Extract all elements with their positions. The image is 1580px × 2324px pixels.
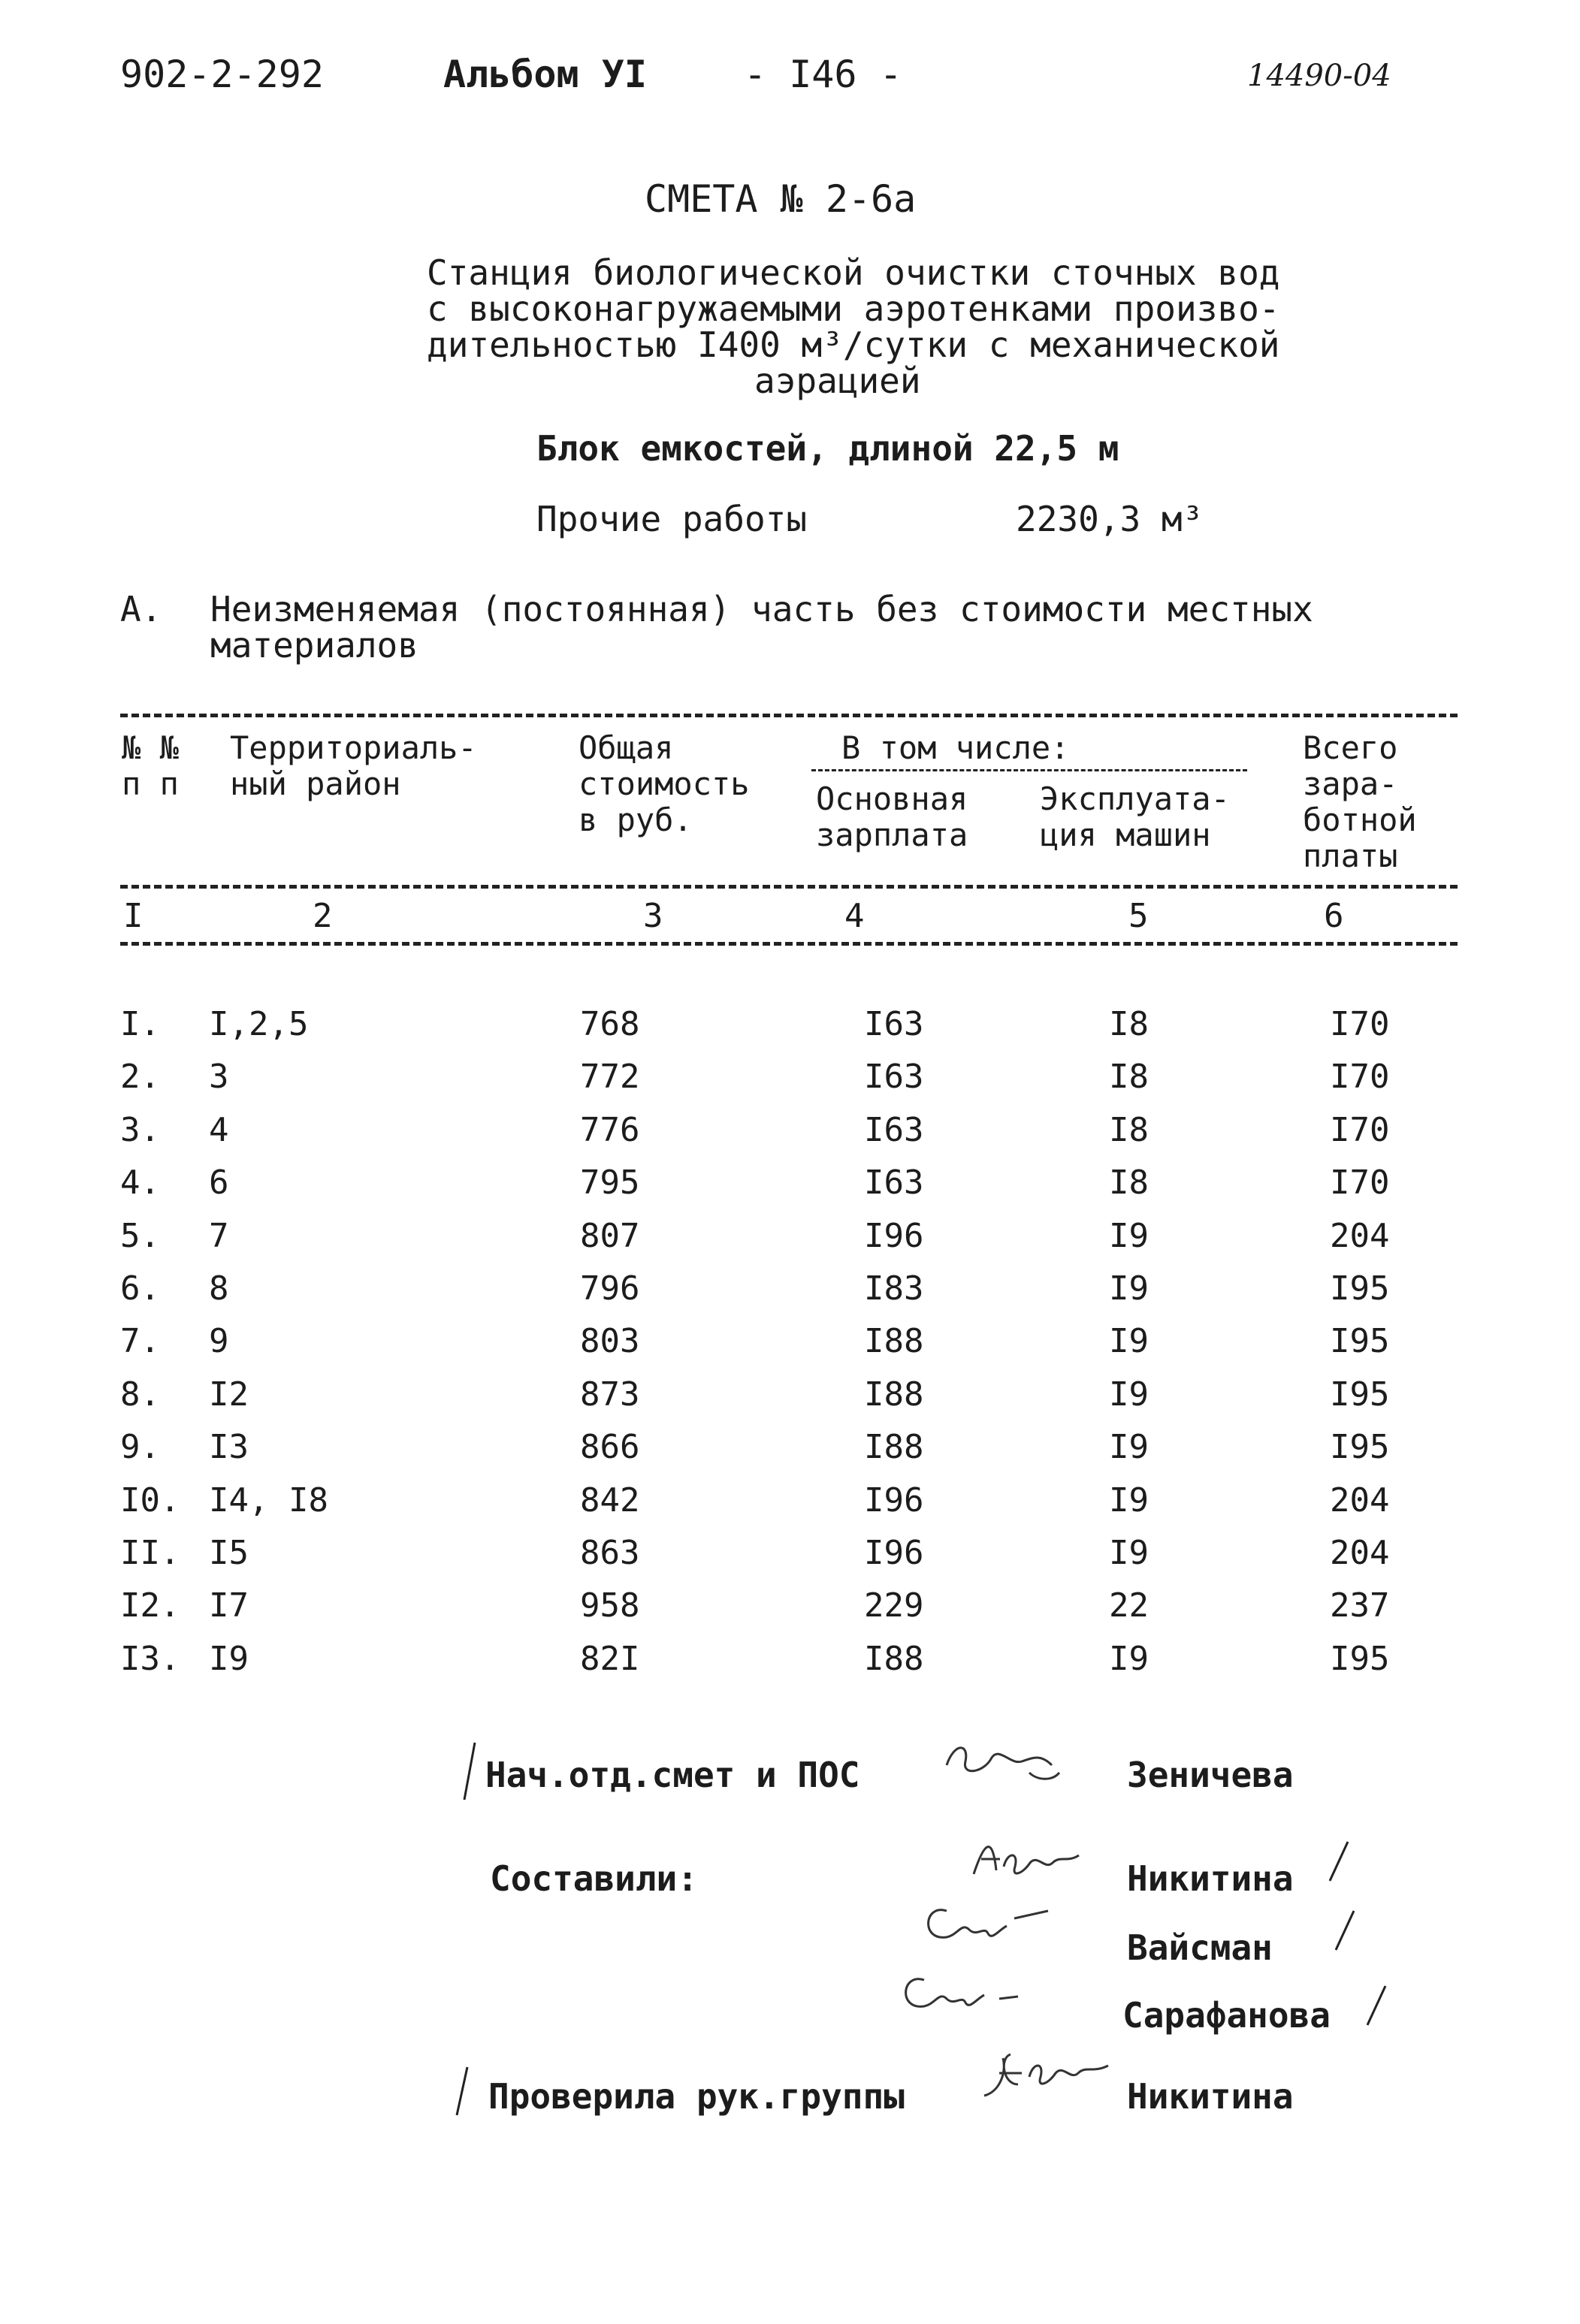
cell-number: 5.	[120, 1217, 160, 1255]
cell-machines: 22	[1109, 1586, 1149, 1625]
cell-wages: I70	[1330, 1164, 1390, 1202]
work-label: Прочие работы	[536, 499, 808, 539]
cell-salary: I63	[864, 1058, 924, 1096]
cell-wages: I70	[1330, 1005, 1390, 1043]
cell-salary: I88	[864, 1375, 924, 1414]
cell-salary: I96	[864, 1481, 924, 1520]
head-name: Зеничева	[1127, 1755, 1294, 1795]
col-number-1: I	[123, 897, 143, 935]
cell-total: 958	[580, 1586, 640, 1625]
cell-region: 3	[209, 1058, 229, 1096]
cell-machines: I8	[1109, 1164, 1149, 1202]
compiler-name: Никитина	[1127, 1858, 1294, 1899]
description-line: аэрацией	[754, 361, 921, 401]
cell-number: I3.	[120, 1640, 180, 1678]
cell-region: I9	[209, 1640, 249, 1678]
compiler-name: Вайсман	[1127, 1927, 1273, 1968]
cell-salary: 229	[864, 1586, 924, 1625]
cell-machines: I8	[1109, 1005, 1149, 1043]
cell-total: 863	[580, 1534, 640, 1572]
cell-salary: I88	[864, 1428, 924, 1466]
compiler-name: Сарафанова	[1122, 1995, 1331, 2036]
cell-region: I2	[209, 1375, 249, 1414]
compiled-label: Составили:	[490, 1858, 698, 1899]
col-number-2: 2	[313, 897, 333, 935]
col-number-6: 6	[1324, 897, 1344, 935]
cell-region: I7	[209, 1586, 249, 1625]
cell-salary: I96	[864, 1217, 924, 1255]
cell-wages: 204	[1330, 1534, 1390, 1572]
cell-total: 82I	[580, 1640, 640, 1678]
checked-name: Никитина	[1127, 2076, 1294, 2117]
signature-nikitina-check	[977, 2043, 1127, 2103]
margin-slash	[458, 1741, 481, 1801]
signature-zenicheva	[939, 1735, 1067, 1788]
archive-number: 14490-04	[1247, 59, 1391, 93]
header-group-including: В том числе:	[841, 729, 1070, 766]
header-col-total: Общая стоимость в руб.	[579, 729, 750, 838]
signature-nikitina	[966, 1833, 1094, 1885]
cell-wages: I95	[1330, 1428, 1390, 1466]
cell-number: I.	[120, 1005, 160, 1043]
cell-wages: I95	[1330, 1640, 1390, 1678]
cell-machines: I9	[1109, 1534, 1149, 1572]
cell-region: 4	[209, 1111, 229, 1149]
cell-machines: I9	[1109, 1269, 1149, 1308]
cell-machines: I9	[1109, 1322, 1149, 1360]
cell-region: 7	[209, 1217, 229, 1255]
cell-number: 8.	[120, 1375, 160, 1414]
compiler-slash	[1330, 1908, 1360, 1953]
header-bottom-rule	[120, 885, 1458, 889]
cell-number: 9.	[120, 1428, 160, 1466]
cell-salary: I83	[864, 1269, 924, 1308]
header-col-number: № № п п	[122, 729, 179, 802]
cell-region: 8	[209, 1269, 229, 1308]
cell-total: 803	[580, 1322, 640, 1360]
cell-machines: I9	[1109, 1375, 1149, 1414]
compiler-slash	[1324, 1839, 1354, 1884]
checked-label: Проверила рук.группы	[488, 2076, 905, 2117]
cell-total: 873	[580, 1375, 640, 1414]
cell-total: 807	[580, 1217, 640, 1255]
cell-machines: I9	[1109, 1640, 1149, 1678]
cell-total: 795	[580, 1164, 640, 1202]
col-number-3: 3	[643, 897, 663, 935]
cell-salary: I63	[864, 1111, 924, 1149]
page-number: - I46 -	[744, 53, 902, 96]
cell-wages: I95	[1330, 1375, 1390, 1414]
cell-wages: I70	[1330, 1111, 1390, 1149]
album-label: Альбом УI	[443, 53, 647, 96]
cell-machines: I9	[1109, 1217, 1149, 1255]
cell-region: 6	[209, 1164, 229, 1202]
cell-wages: 237	[1330, 1586, 1390, 1625]
cell-wages: 204	[1330, 1481, 1390, 1520]
cell-number: 4.	[120, 1164, 160, 1202]
cell-salary: I63	[864, 1164, 924, 1202]
header-group-rule	[811, 769, 1247, 771]
cell-total: 842	[580, 1481, 640, 1520]
cell-number: II.	[120, 1534, 180, 1572]
cell-total: 768	[580, 1005, 640, 1043]
section-line: Неизменяемая (постоянная) часть без стоимости местных	[210, 589, 1313, 629]
cell-number: 7.	[120, 1322, 160, 1360]
section-letter: А.	[120, 589, 162, 629]
cell-number: 2.	[120, 1058, 160, 1096]
cell-salary: I63	[864, 1005, 924, 1043]
cell-salary: I96	[864, 1534, 924, 1572]
cell-total: 776	[580, 1111, 640, 1149]
cell-region: I3	[209, 1428, 249, 1466]
header-col-machines: Эксплуата- ция машин	[1040, 780, 1230, 853]
cell-wages: I95	[1330, 1322, 1390, 1360]
cell-salary: I88	[864, 1322, 924, 1360]
header-col-wages: Всего зара- ботной платы	[1303, 729, 1417, 874]
compiler-slash	[1361, 1983, 1391, 2028]
cell-wages: I95	[1330, 1269, 1390, 1308]
head-label: Нач.отд.смет и ПОС	[485, 1755, 860, 1795]
work-volume: 2230,3 м³	[1016, 499, 1204, 539]
col-number-5: 5	[1128, 897, 1149, 935]
signature-sarafanova	[894, 1965, 1037, 2025]
cell-machines: I9	[1109, 1481, 1149, 1520]
estimate-title: СМЕТА № 2-6а	[645, 177, 917, 221]
cell-total: 796	[580, 1269, 640, 1308]
cell-region: I4, I8	[209, 1481, 328, 1520]
cell-region: I5	[209, 1534, 249, 1572]
block-title: Блок емкостей, длиной 22,5 м	[536, 428, 1119, 469]
col-number-rule	[120, 942, 1458, 946]
cell-machines: I9	[1109, 1428, 1149, 1466]
cell-number: 3.	[120, 1111, 160, 1149]
header-col-salary: Основная зарплата	[816, 780, 968, 853]
signature-vaisman	[917, 1896, 1059, 1956]
project-code: 902-2-292	[120, 53, 324, 96]
cell-total: 772	[580, 1058, 640, 1096]
cell-region: I,2,5	[209, 1005, 309, 1043]
cell-region: 9	[209, 1322, 229, 1360]
cell-number: 6.	[120, 1269, 160, 1308]
cell-wages: 204	[1330, 1217, 1390, 1255]
header-col-region: Территориаль- ный район	[230, 729, 477, 802]
description-line: с высоконагружаемыми аэротенками произво-	[427, 288, 1280, 329]
description-line: Станция биологической очистки сточных вод	[427, 252, 1280, 293]
cell-salary: I88	[864, 1640, 924, 1678]
table-top-rule	[120, 714, 1458, 717]
cell-wages: I70	[1330, 1058, 1390, 1096]
section-line: материалов	[210, 625, 418, 666]
cell-number: I2.	[120, 1586, 180, 1625]
cell-machines: I8	[1109, 1111, 1149, 1149]
cell-machines: I8	[1109, 1058, 1149, 1096]
cell-number: I0.	[120, 1481, 180, 1520]
description-line: дительностью I400 м³/сутки с механической	[427, 324, 1280, 365]
cell-total: 866	[580, 1428, 640, 1466]
margin-slash	[451, 2066, 473, 2118]
col-number-4: 4	[844, 897, 865, 935]
